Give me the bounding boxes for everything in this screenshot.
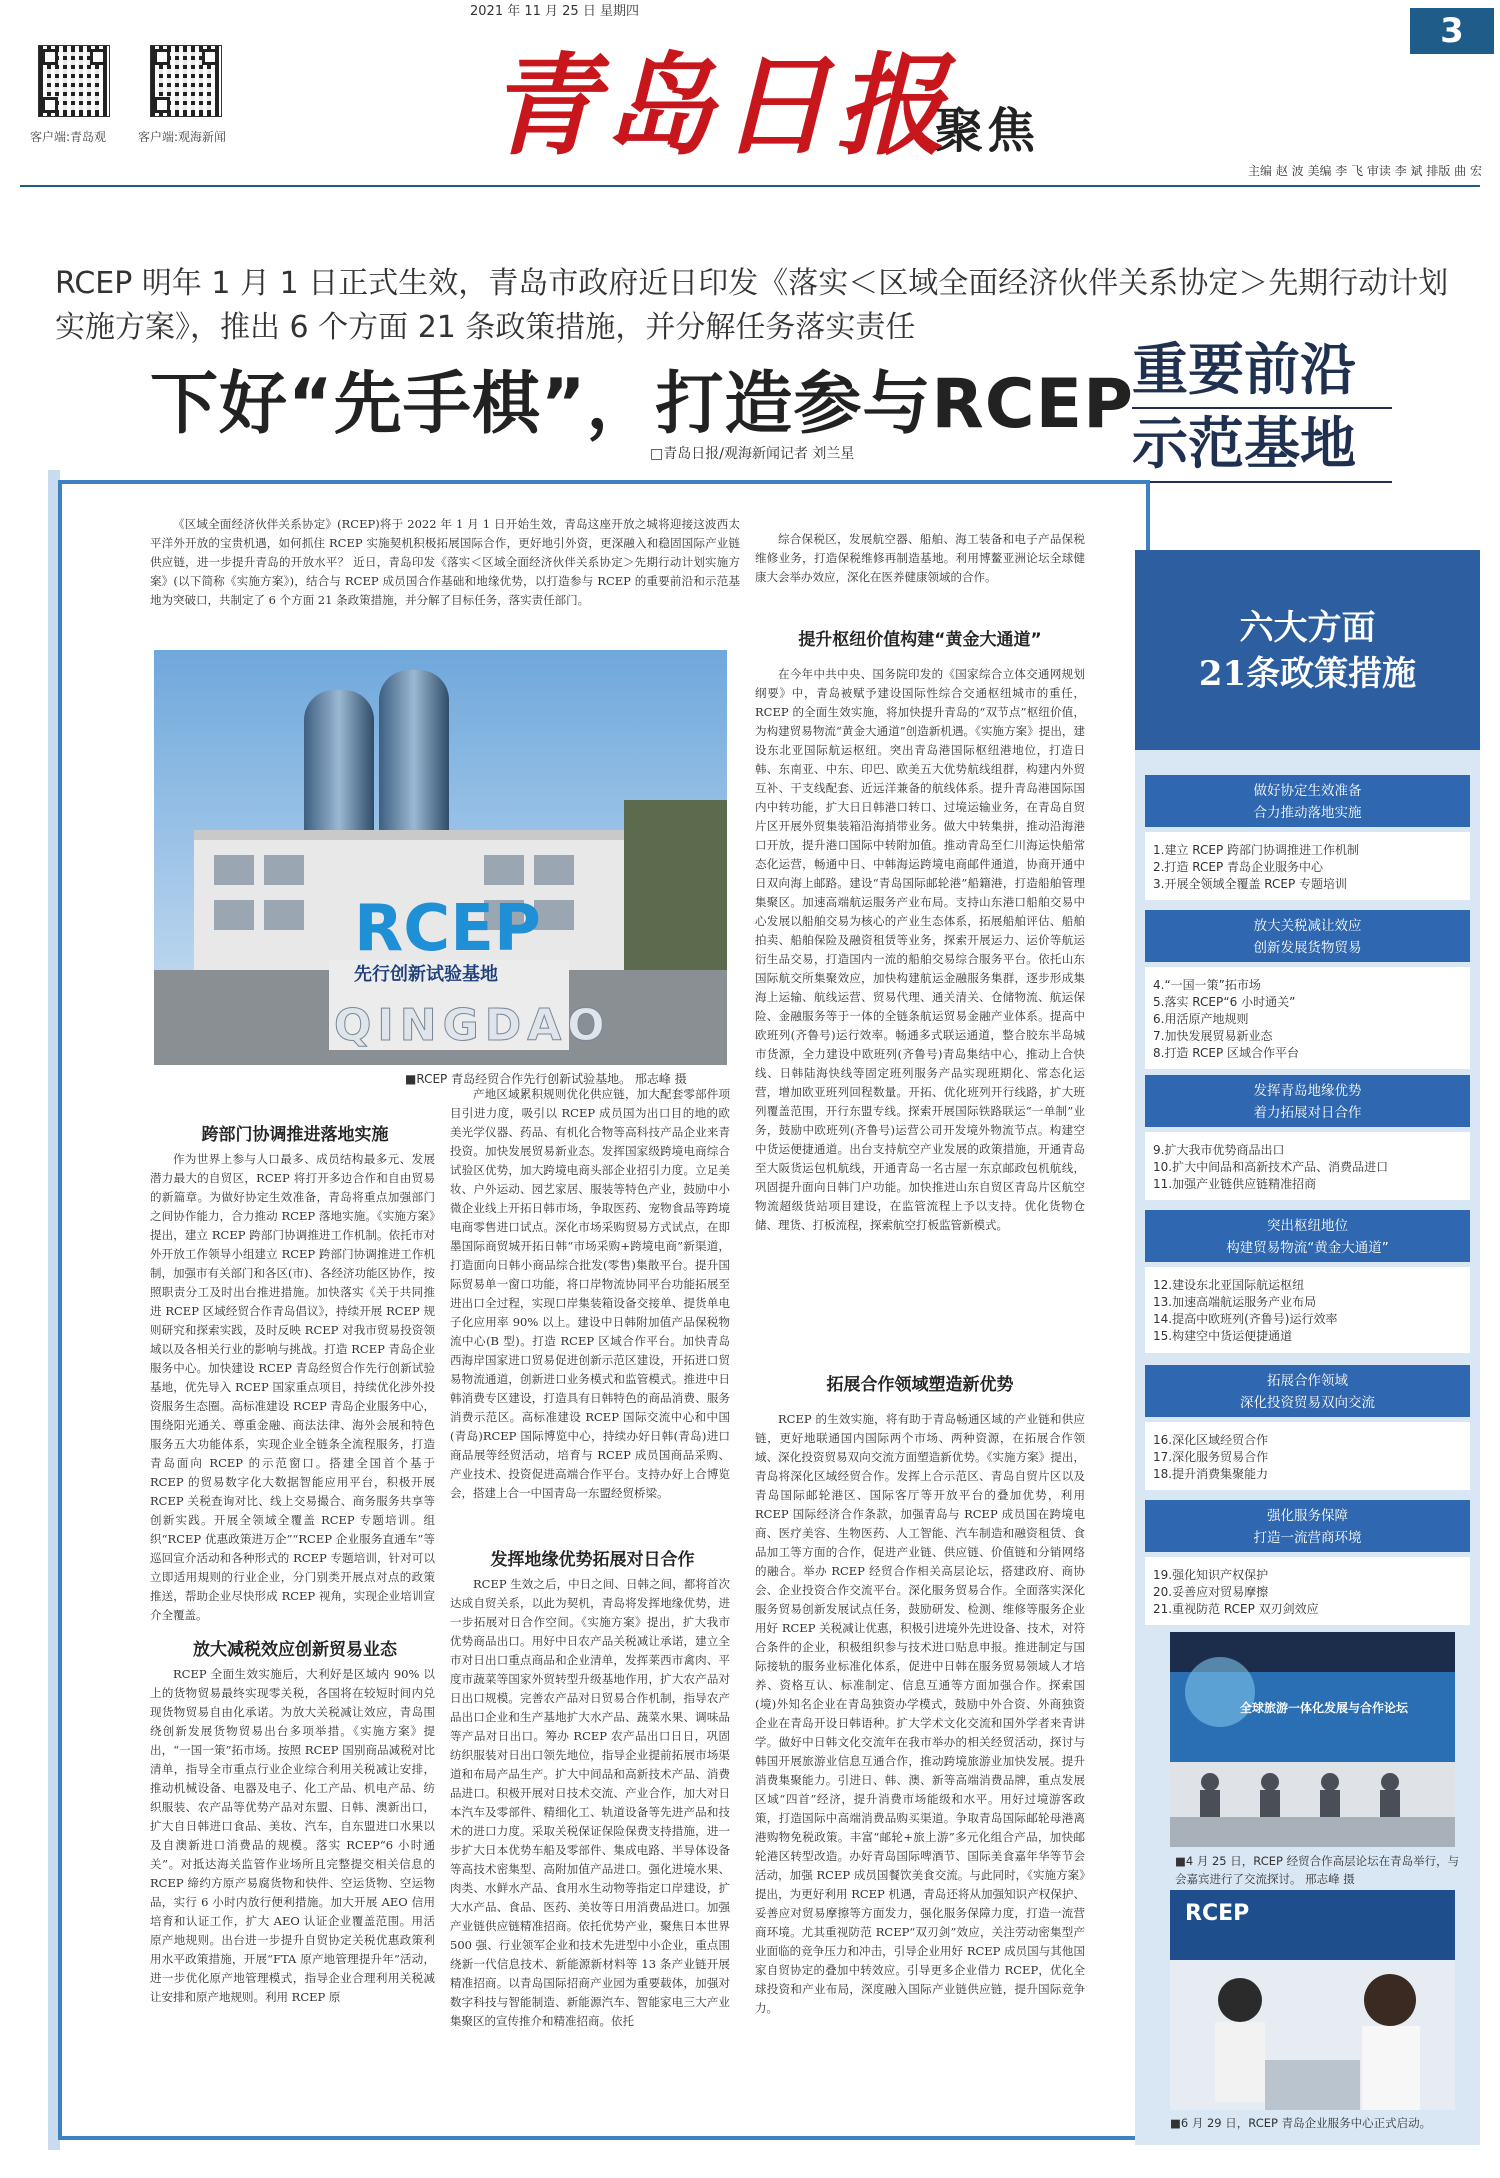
policy-item: 21.重视防范 RCEP 双刃剑效应 [1153, 1602, 1319, 1616]
policy-item: 17.深化服务贸易合作 [1153, 1450, 1269, 1464]
headline-right-line1: 重要前沿 [1132, 335, 1392, 409]
section-name: 聚焦 [935, 103, 1040, 159]
policy-item: 18.提升消费集聚能力 [1153, 1467, 1269, 1481]
sidebar-section-2-list [1145, 967, 1470, 1069]
policy-item: 1.建立 RCEP 跨部门协调推进工作机制 [1153, 843, 1360, 857]
column-3c: RCEP 的生效实施，将有助于青岛畅通区域的产业链和供应链，更好地联通国内国际两个市场、两种资源，在拓展合作领域、深化投资贸易双向交流方面塑造新优势。《实施方案》提出，青岛将深化区域经贸合作。发挥上合示范区、青岛自贸片区以及青岛国际邮轮港区、国际客厅等开放平台的叠加优势，利用 RCEP 国际经济合作条款，加强青岛与 RCEP 成员国在跨境电商、医疗美容、生物医药、人工智能、汽车制造和融资租赁、食品加工等方面的合作，促进产业链、供应链、价值链和分销网络的融合。举办 RCEP 经贸合作相关高层论坛，搭建政府、商协会、企业投资合作交流平台。深化服务贸易合作。全面落实深化服务贸易创新发展试点任务，鼓励研发、检测、维修等服务企业用好 RCEP 关税减让优惠，积极引进境外先进设备、技术，对符合条件的企业，积极组织参与技术进口贴息申报。推进制定与国际接轨的服务业标准化体系，促进中日韩在服务贸易领域人才培养、资格互认、标准制定、信息互通等方面加强合作。探索国(境)外知名企业在青岛独资办学模式，鼓励中外合资、外商独资企业在青岛开设日韩语种。扩大学术文化交流和国外学者来青讲学。做好中日韩文化交流年在我市举办的相关经贸活动，探讨与韩国开展旅游业信息互通合作，推动跨境旅游业加快发展。提升消费集聚能力。引进日、韩、澳、新等高端消费品牌，重点发展区域“四首”经济，提升消费市场能级和水平。用好过境游客政策，打造国际中高端消费品购买渠道。争取青岛国际邮轮母港离港购物免税政策。丰富“邮轮+旅上游”多元化组合产品，加快邮轮港区转型改造。办好青岛国际啤酒节、国际美食嘉年华等节会活动，加强 RCEP 成员国餐饮美食交流。与此同时，《实施方案》提出，为更好利用 RCEP 机遇，青岛还将从加强知识产权保护、妥善应对贸易摩擦等方面发力，强化服务保障力度，打造一流营商环境。尤其重视防范 RCEP“双刃剑”效应，关注劳动密集型产业面临的竞争压力和冲击，引导企业用好 RCEP 成员国与其他国家自贸协定的叠加中转效应。引导更多企业借力 RCEP，优化全球投资和产业布局，深度融入国际产业链供应链，提升国际竞争力。 [755, 1412, 1085, 2015]
policy-item: 16.深化区域经贸合作 [1153, 1433, 1269, 1447]
policy-item: 14.提高中欧班列(齐鲁号)运行效率 [1153, 1312, 1338, 1326]
photo-rcep-base-image [154, 650, 727, 1065]
qr-code-left [38, 45, 110, 117]
intro-paragraph: 《区域全面经济伙伴关系协定》(RCEP)将于 2022 年 1 月 1 日开始生效，青岛这座开放之城将迎接这波西太平洋外开放的宝贵机遇，如何抓住 RCEP 实施契机积极拓展国际合作，更好地引外资，更深融入和稳固国际产业链供应链，进一步提升青岛的开放水平？ 近日，青岛印发《落实＜区域全面经济伙伴关系协定＞先期行动计划实施方案》(以下简称《实施方案》)，结合与 RCEP 成员国合作基础和地缘优势，以打造参与 RCEP 的重要前沿和示范基地为突破口，共制定了 6 个方面 21 条政策措施，并分解了目标任务，落实责任部门。 [150, 517, 740, 607]
headline: 下好“先手棋”，打造参与RCEP [150, 365, 1134, 444]
sidebar-section-3-header: 发挥青岛地缘优势 着力拓展对日合作 [1145, 1075, 1470, 1127]
policy-item: 5.落实 RCEP“6 小时通关” [1153, 995, 1296, 1009]
column-3a: 综合保税区，发展航空器、船舶、海工装备和电子产品保税维修业务，打造保税维修再制造基地。利用博鳌亚洲论坛全球健康大会举办效应，深化在医养健康领域的合作。 [755, 532, 1085, 584]
lead-paragraph: RCEP 明年 1 月 1 日正式生效，青岛市政府近日印发《落实＜区域全面经济伙伴关系协定＞先期行动计划实施方案》，推出 6 个方面 21 条政策措施，并分解任务落实责任 [55, 266, 1449, 345]
subhead-tax: 放大减税效应创新贸易业态 [193, 1640, 397, 1660]
policy-item: 3.开展全领域全覆盖 RCEP 专题培训 [1153, 877, 1348, 891]
subhead-japan: 发挥地缘优势拓展对日合作 [490, 1550, 695, 1570]
qr-left-caption: 客户端:青岛观 [30, 130, 107, 144]
policy-item: 6.用活原产地规则 [1153, 1012, 1249, 1026]
column-3b: 在今年中共中央、国务院印发的《国家综合立体交通网规划纲要》中，青岛被赋予建设国际性综合交通枢纽城市的重任，RCEP 的全面生效实施，将加快提升青岛的“双节点”枢纽价值，为构建贸易物流“黄金大通道”创造新机遇。《实施方案》提出，建设东北亚国际航运枢纽。突出青岛港国际枢纽港地位，打造日韩、东南亚、中东、印巴、欧美五大优势航线组群，构建内外贸互补、干支线配套、近远洋兼备的航线体系。提升青岛港国际国内中转功能，扩大日日韩港口转口、过境运输业务，在青岛自贸片区开展外贸集装箱沿海捎带业务。做大中转集拼，推动沿海港口开放，提升港口国际中转附加值。推动青岛至仁川海运快船常态化运营，畅通中日、中韩海运跨境电商邮件通道，协商开通中日双向海上邮路。建设“青岛国际邮轮港”船籍港，打造船舶管理集聚区。加速高端航运服务产业布局。支持山东港口船舶交易中心发展以船舶交易为核心的产业生态体系，拓展船舶评估、船舶拍卖、船舶保险及融资租赁等业务，探索开展运力、运价等航运衍生品交易，打造国内一流的船舶交易综合服务平台。依托山东国际航交所集聚效应，加快构建航运金融服务集群，逐步形成集海上运输、航线运营、贸易代理、通关清关、仓储物流、航运保险、金融服务等于一体的全链条航运贸易金融产业体系。提高中欧班列(齐鲁号)运行效率。畅通多式联运通道，整合胶东半岛城市货源，全力建设中欧班列(齐鲁号)青岛集结中心，推动上合快线、日韩陆海快线等固定班列服务产品实现班期化、常态化运营，增加欧亚班列回程数量。开拓、优化班列开行线路，扩大班列覆盖范围，开行东盟专线。探索开展国际铁路联运“一单制”业务，鼓励中欧班列(齐鲁号)运营公司开发境外物流节点。构建空中货运便捷通道。出台支持航空产业发展的政策措施，开通青岛至大阪货运包机航线，开通青岛一名古屋一东京邮政包机航线，巩固提升面向日韩门户功能。加快推进山东自贸区青岛片区航空物流超级货站项目建设，在监管流程上予以支持。优化货物仓储、理货、打板流程，探索航空打板监管新模式。 [755, 667, 1085, 1232]
headline-right-line2: 示范基地 [1132, 409, 1392, 483]
policy-item: 4.“一国一策”拓市场 [1153, 978, 1261, 992]
policy-item: 20.妥善应对贸易摩擦 [1153, 1585, 1269, 1599]
sidebar-title [1135, 550, 1480, 750]
policy-item: 9.扩大我市优势商品出口 [1153, 1143, 1285, 1157]
policy-item: 2.打造 RCEP 青岛企业服务中心 [1153, 860, 1324, 874]
headline-right [1132, 335, 1392, 483]
photo-forum [1170, 1632, 1455, 1847]
forum-banner-text: 全球旅游一体化发展与合作论坛 [1240, 1701, 1409, 1715]
sidebar-section-4-list [1145, 1267, 1470, 1353]
photo-forum-image [1170, 1632, 1455, 1847]
policy-item: 13.加速高端航运服务产业布局 [1153, 1295, 1317, 1309]
policy-item: 10.扩大中间品和高新技术产品、消费品进口 [1153, 1160, 1389, 1174]
photo3-caption: ■6 月 29 日，RCEP 青岛企业服务中心正式启动。 [1170, 2116, 1432, 2130]
column-1b: RCEP 全面生效实施后，大利好是区域内 90% 以上的货物贸易最终实现零关税，各国将在较短时间内兑现货物贸易自由化承诺。为放大关税减让效应，青岛围绕创新发展货物贸易出台多项举措。《实施方案》提出，“一国一策”拓市场。按照 RCEP 国别商品减税对比清单，指导全市重点行业企业综合利用关税减让安排，推动机械设备、电器及电子、化工产品、机电产品、纺织服装、农产品等优势产品对东盟、日韩、澳新出口，扩大自日韩进口食品、美妆、汽车，自东盟进口水果以及自澳新进口消费品的规模。落实 RCEP“6 小时通关”。对抵达海关监管作业场所且完整提交相关信息的 RCEP 缔约方原产易腐货物和快件、空运货物、空运物品，实行 6 小时内放行便利措施。加大开展 AEO 信用培育和认证工作，扩大 AEO 认证企业覆盖范围。用活原产地规则。出台进一步提升自贸协定关税优惠政策利用水平政策措施，开展“FTA 原产地管理提升年”活动，进一步优化原产地管理模式，指导企业合理利用关税减让安排和原产地规则。利用 RCEP 原 [150, 1667, 435, 2004]
photo-service-center-image [1170, 1890, 1455, 2110]
qr-code-right [150, 45, 222, 117]
photo1-caption: ■RCEP 青岛经贸合作先行创新试验基地。 邢志峰 摄 [405, 1072, 687, 1086]
sidebar-section-1-header: 做好协定生效准备 合力推动落地实施 [1145, 775, 1470, 827]
photo-service-center [1170, 1890, 1455, 2110]
service-center-sign: RCEP [1185, 1901, 1250, 1926]
byline: □青岛日报/观海新闻记者 刘兰星 [650, 446, 855, 462]
sidebar-title-line2: 21条政策措施 [1198, 654, 1417, 694]
header-rule [20, 185, 1480, 187]
policy-item: 15.构建空中货运便捷通道 [1153, 1329, 1293, 1343]
photo-letters-qingdao: QINGDAO [334, 1000, 611, 1051]
column-2a: 产地区域累积规则优化供应链，加大配套零部件项目引进力度，吸引以 RCEP 成员国为出口目的地的欧美光学仪器、药品、有机化合物等高科技产品企业来青投资。加快发展贸易新业态。发挥国家级跨境电商综合试验区优势，加大跨境电商头部企业招引力度。立足美妆、户外运动、园艺家居、服装等特色产业，鼓励中小微企业线上开拓日韩市场，争取医药、宠物食品等跨境电商零售进口试点。深化市场采购贸易方式试点，在即墨国际商贸城开拓日韩“市场采购+跨境电商”新渠道，打造面向日韩小商品综合批发(零售)集散平台。提升国际贸易单一窗口功能，将口岸物流协同平台功能拓展至进出口全过程，实现口岸集装箱设备交接单、提货单电子化应用率 90% 以上。建设中日韩附加值产品保税物流中心(B 型)。打造 RCEP 区域合作平台。加快青岛西海岸国家进口贸易促进创新示范区建设，开拓进口贸易物流通道，创新进口业务模式和监管模式。推进中日韩消费专区建设，打造具有日韩特色的商品消费、服务消费示范区。高标准建设 RCEP 国际交流中心和中国(青岛)RCEP 国际博览中心，持续办好日韩(青岛)进口商品展等经贸活动，培育与 RCEP 成员国商品采购、产业技术、投资促进高端合作平台。支持办好上合博览会，搭建上合一中国青岛一东盟经贸桥梁。 [450, 1087, 730, 1500]
subhead-coordination: 跨部门协调推进落地实施 [201, 1125, 389, 1145]
policy-item: 12.建设东北亚国际航运枢纽 [1153, 1278, 1305, 1292]
column-1a: 作为世界上参与人口最多、成员结构最多元、发展潜力最大的自贸区，RCEP 将打开多边合作和自由贸易的新篇章。为做好协定生效准备，青岛将重点加强部门之间协作能力，合力推动 RCEP 落地实施。《实施方案》提出，建立 RCEP 跨部门协调推进工作机制。依托市对外开放工作领导小组建立 RCEP 跨部门协调推进工作机制，加强市有关部门和各区(市)、各经济功能区协作，按照职责分工及时出台推进措施。加快落实《关于共同推进 RCEP 区域经贸合作青岛倡议》，持续开展 RCEP 规则研究和探索实践，及时反映 RCEP 对我市贸易投资领域以及各相关行业的影响与挑战。打造 RCEP 青岛企业服务中心。加快建设 RCEP 青岛经贸合作先行创新试验基地，优先导入 RCEP 国家重点项目，持续优化涉外投资服务生态圈。高标准建设 RCEP 青岛企业服务中心，围绕阳光通关、尊重金融、商法法律、海外会展和特色服务五大功能体系，实现企业全链条全流程服务，打造青岛面向 RCEP 的示范窗口。搭建全国首个基于 RCEP 的贸易数字化大数据智能应用平台，积极开展 RCEP 关税查询对比、线上交易撮合、商务服务共享等创新实践。开展全领域全覆盖 RCEP 专题培训。组织“RCEP 优惠政策进万企”“RCEP 企业服务直通车”等巡回宣介活动和各种形式的 RCEP 专题培训，针对可以立即适用規则的行业企业，分门别类开展点对点的政策推送，帮助企业尽快形成 RCEP 视角，实现企业培训宣介全覆盖。 [150, 1152, 435, 1622]
masthead-logo: 青岛日报 [488, 41, 952, 170]
subhead-cooperation: 拓展合作领域塑造新优势 [826, 1375, 1014, 1395]
subhead-hub: 提升枢纽价值构建“黄金大通道” [798, 630, 1042, 650]
sidebar-section-5-list [1145, 1422, 1470, 1490]
policy-item: 11.加强产业链供应链精准招商 [1153, 1177, 1317, 1191]
sidebar-section-6-list [1145, 1557, 1470, 1625]
photo-sign-rcep: RCEP [354, 892, 541, 966]
photo-sign-subtitle: 先行创新试验基地 [354, 964, 498, 985]
photo2-caption: ■4 月 25 日，RCEP 经贸合作高层论坛在青岛举行，与会嘉宾进行了交流探讨。 邢志峰 摄 [1175, 1854, 1460, 1886]
editor-credits: 主编 赵 波 美编 李 飞 审读 李 斌 排版 曲 宏 [1248, 164, 1482, 178]
sidebar-section-5-header: 拓展合作领域 深化投资贸易双向交流 [1145, 1365, 1470, 1417]
sidebar-section-2-header: 放大关税减让效应 创新发展货物贸易 [1145, 910, 1470, 962]
sidebar-section-1-list [1145, 832, 1470, 900]
sidebar-section-4-header: 突出枢纽地位 构建贸易物流“黄金大通道” [1145, 1210, 1470, 1262]
sidebar-section-6-header: 强化服务保障 打造一流营商环境 [1145, 1500, 1470, 1552]
column-2b: RCEP 生效之后，中日之间、日韩之间，都将首次达成自贸关系，以此为契机，青岛将发挥地缘优势，进一步拓展对日合作空间。《实施方案》提出，扩大我市优势商品出口。用好中日农产品关税减让承诺，建立全市对日出口重点商品和企业清单，发挥莱西市禽肉、平度市蔬菜等国家外贸转型升级基地作用，扩大农产品对日出口规模。完善农产品对日贸易合作机制，指导农产品出口企业和生产基地扩大水产品、蔬菜水果、调味品等产品对日出口。筹办 RCEP 农产品出口日日，巩固纺织服装对日出口领先地位，指导企业提前拓展市场渠道和布局产品生产。扩大中间品和高新技术产品、消费品进口。积极开展对日技术交流、产业合作，加大对日本汽车及零部件、精细化工、轨道设备等先进产品和技术的进口力度。采取关税保证保险保费支持措施，进一步扩大日本优势车船及零部件、集成电路、半导体设备等高技术密集型、高附加值产品进口。强化进境水果、肉类、水鲜水产品、食用水生动物等指定口岸建设，扩大水产品、食品、医药、美妆等日用消费品进口。加强产业链供应链精准招商。依托优势产业，聚焦日本世界 500 强、行业领军企业和技术先进型中小企业，重点围绕新一代信息技术、新能源新材料等 13 条产业链开展精准招商。以青岛国际招商产业园为重要载体，加强对数字科技与智能制造、新能源汽车、智能家电三大产业集聚区的宣传推介和精准招商。依托 [450, 1577, 730, 2028]
sidebar-title-line1: 六大方面 [1239, 608, 1376, 648]
photo-rcep-base [154, 650, 727, 1065]
qr-right-caption: 客户端:观海新闻 [138, 130, 227, 144]
page-number: 3 [1410, 8, 1494, 54]
sidebar-section-3-list [1145, 1132, 1470, 1200]
policy-item: 19.强化知识产权保护 [1153, 1568, 1269, 1582]
policy-item: 8.打造 RCEP 区域合作平台 [1153, 1046, 1300, 1060]
policy-item: 7.加快发展贸易新业态 [1153, 1029, 1273, 1043]
issue-date: 2021 年 11 月 25 日 星期四 [470, 4, 639, 19]
